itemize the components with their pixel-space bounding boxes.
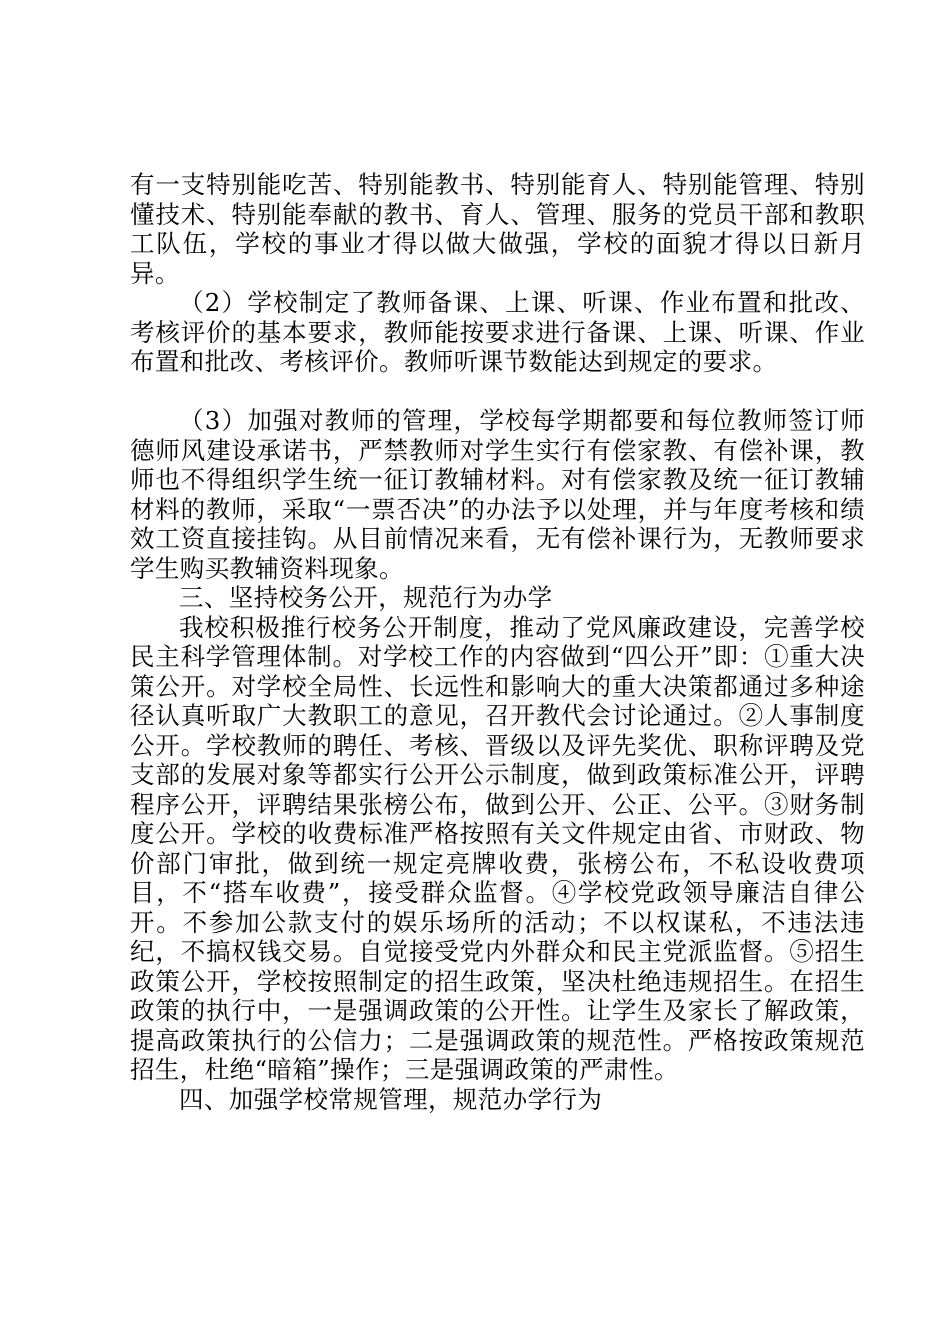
paragraph-teacher-management: （3）加强对教师的管理，学校每学期都要和每位教师签订师德师风建设承诺书，严禁教师对学生实行有偿家教、有偿补课，教师也不得组织学生统一征订教辅材料。对有偿家教及统一征订教辅材料的教师，采取“一票否决”的办法予以处理，并与年度考核和绩效工资直接挂钩。从目前情况来看，无有偿补课行为，无教师要求学生购买教辅资料现象。	[130, 406, 865, 583]
paragraph-spacer	[130, 377, 865, 407]
section-heading-3: 三、坚持校务公开，规范行为办学	[179, 583, 553, 612]
section-heading-4: 四、加强学校常规管理，规范办学行为	[179, 1084, 603, 1114]
paragraph-team-quality: 有一支特别能吃苦、特别能教书、特别能育人、特别能管理、特别懂技术、特别能奉献的教书、育人、管理、服务的党员干部和教职工队伍，学校的事业才得以做大做强，学校的面貌才得以日新月异。	[130, 170, 865, 288]
document-body	[130, 170, 865, 1114]
paragraph-school-affairs-openness: 我校积极推行校务公开制度，推动了党风廉政建设，完善学校民主科学管理体制。对学校工作的内容做到“四公开”即：①重大决策公开。对学校全局性、长远性和影响大的重大决策都通过多种途径认真听取广大教职工的意见，召开教代会讨论通过。②人事制度公开。学校教师的聘任、考核、晋级以及评先奖优、职称评聘及党支部的发展对象等都实行公开公示制度，做到政策标准公开，评聘程序公开，评聘结果张榜公布，做到公开、公正、公平。③财务制度公开。学校的收费标准严格按照有关文件规定由省、市财政、物价部门审批，做到统一规定亮牌收费，张榜公布，不私设收费项目，不“搭车收费”，接受群众监督。④学校党政领导廉洁自律公开。不参加公款支付的娱乐场所的活动；不以权谋私，不违法违纪，不搞权钱交易。自觉接受党内外群众和民主党派监督。⑤招生政策公开，学校按照制定的招生政策，坚决杜绝违规招生。在招生政策的执行中，一是强调政策的公开性。让学生及家长了解政策，提高政策执行的公信力；二是强调政策的规范性。严格按政策规范招生，杜绝“暗箱”操作；三是强调政策的严肃性。	[130, 612, 865, 1084]
paragraph-teaching-requirements: （2）学校制定了教师备课、上课、听课、作业布置和批改、考核评价的基本要求，教师能按要求进行备课、上课、听课、作业布置和批改、考核评价。教师听课节数能达到规定的要求。	[130, 288, 865, 376]
